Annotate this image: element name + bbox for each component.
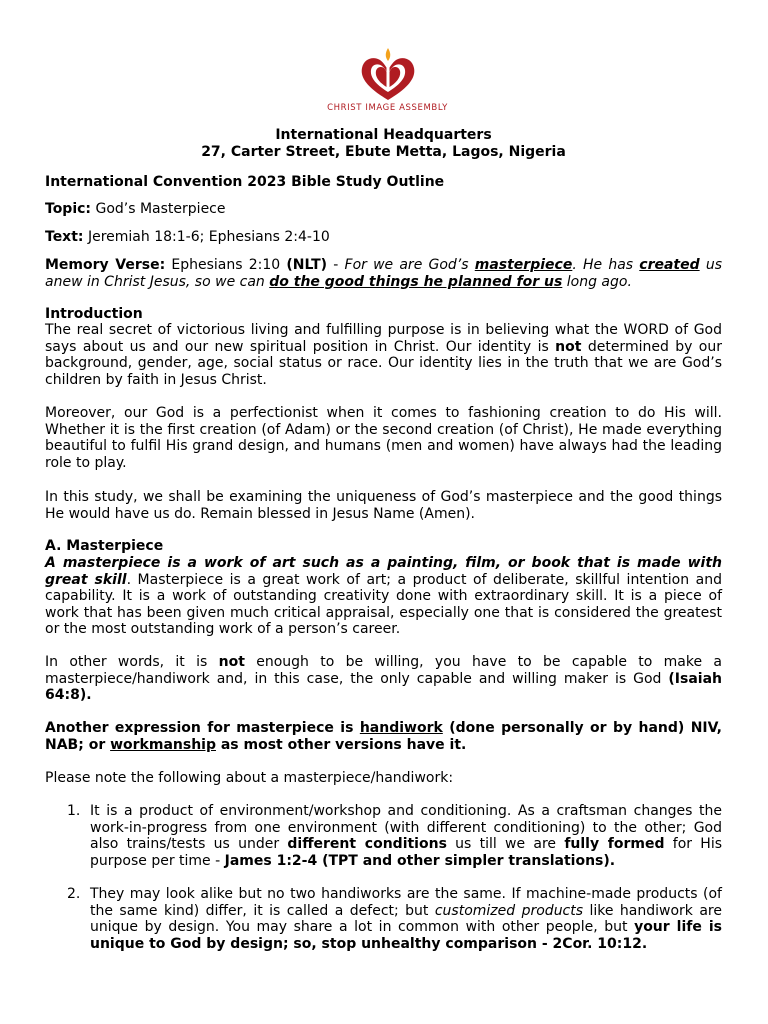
memory-quote-4: long ago. xyxy=(562,273,632,290)
intro-heading: Introduction xyxy=(45,306,143,322)
list-item-emphasis: your life is unique to God by design; so, stop unhealthy comparison - 2Cor. 10:12. xyxy=(90,919,723,952)
section-a-paragraph-1 xyxy=(45,555,722,638)
list-item-text: for His purpose per time - xyxy=(90,836,723,869)
list-item-text: like handiwork are unique by design. You may share a lot in common with other people, but xyxy=(90,902,722,936)
page-header xyxy=(45,127,722,161)
intro-p1-emphasis: not xyxy=(555,338,582,355)
handiwork-term: handiwork xyxy=(359,720,443,736)
topic-line xyxy=(45,201,722,218)
memory-word-1: masterpiece xyxy=(474,257,573,273)
list-item xyxy=(67,803,723,869)
memory-word-2: created xyxy=(639,257,700,273)
topic-value: God’s Masterpiece xyxy=(95,201,226,217)
list-number: 1. xyxy=(67,803,81,819)
section-a-note: Please note the following about a masterpiece/handiwork: xyxy=(45,770,454,786)
memory-quote-1: For we are God’s xyxy=(344,257,475,273)
topic-label: Topic: xyxy=(45,201,92,217)
section-a-p3-text-2: (done personally or by hand) NIV, NAB; or xyxy=(45,720,722,753)
heart-flame-icon xyxy=(358,48,418,102)
text-value: Jeremiah 18:1-6; Ephesians 2:4-10 xyxy=(87,229,330,245)
text-line xyxy=(45,229,722,246)
list-item-emphasis: different conditions xyxy=(287,836,447,853)
section-a-p3-text: Another expression for masterpiece is xyxy=(45,720,360,736)
header-line-1: International Headquarters xyxy=(275,127,492,143)
section-a-p2-emphasis: not xyxy=(218,654,245,670)
intro-paragraph-1 xyxy=(45,322,722,388)
text-label: Text: xyxy=(45,229,84,245)
memory-word-3: do the good things he planned for us xyxy=(269,273,563,290)
section-a-p2-reference: (Isaiah 64:8). xyxy=(45,670,722,704)
list-item-emphasis: fully formed xyxy=(564,836,665,853)
masterpiece-definition: A masterpiece is a work of art such as a painting, film, or book that is made with great skill xyxy=(45,555,722,588)
section-a-p2-text-2: enough to be willing, you have to be capable to make a masterpiece/handiwork and, in this case, the only capable and willing maker is God xyxy=(45,654,722,687)
intro-paragraph-3: In this study, we shall be examining the uniqueness of God’s masterpiece and the good things He would have us do. Remain blessed in Jesus Name (Amen). xyxy=(45,489,722,522)
section-a-p1-text: . Masterpiece is a great work of art; a product of deliberate, skillful intention and capability. It is a work of outstanding creativity done with extraordinary skill. It is a piece of work that has been given much critical appraisal, especially one that is considered the greatest or the most outstanding work of a person’s career. xyxy=(45,571,722,638)
document-title: International Convention 2023 Bible Study Outline xyxy=(45,174,445,190)
intro-paragraph-2: Moreover, our God is a perfectionist when it comes to fashioning creation to do His will. Whether it is the first creation (of Adam) or the second creation (of Christ), He made everything beautiful to fulfil His grand design, and humans (men and women) have always had the leading role to play. xyxy=(45,405,722,471)
memory-version: (NLT) xyxy=(286,257,328,273)
list-item-text: They may look alike but no two handiworks are the same. If machine-made products (of the same kind) differ, it is called a defect; but xyxy=(90,886,722,919)
list-number: 2. xyxy=(67,886,81,902)
list-item-text: us till we are xyxy=(446,836,565,853)
section-a-paragraph-3 xyxy=(45,720,722,753)
memory-dash: - xyxy=(327,257,345,273)
memory-quote-3: us anew in Christ Jesus, so we can xyxy=(45,257,722,290)
workmanship-term: workmanship xyxy=(110,736,216,753)
memory-verse xyxy=(45,257,722,290)
list-item-text: It is a product of environment/workshop and conditioning. As a craftsman changes the work-in-progress from one environment (with different conditioning) to the other; God also trains/tests us under xyxy=(90,803,722,853)
memory-ref: Ephesians 2:10 xyxy=(171,257,281,273)
section-a-p2-text: In other words, it is xyxy=(45,654,219,670)
list-item-italic: customized products xyxy=(434,902,584,919)
memory-quote-2: . He has xyxy=(572,257,640,273)
section-a-paragraph-2 xyxy=(45,654,722,704)
section-a-p3-text-3: as most other versions have it. xyxy=(215,736,467,753)
header-line-2: 27, Carter Street, Ebute Metta, Lagos, Nigeria xyxy=(201,144,566,160)
intro-p1-text-2: determined by our background, gender, age, social status or race. Our identity lies in the truth that we are God’s children by faith in Jesus Christ. xyxy=(45,338,722,388)
list-item xyxy=(67,886,723,952)
memory-label: Memory Verse: xyxy=(45,257,166,273)
section-a-heading: A. Masterpiece xyxy=(45,538,164,554)
intro-p1-text: The real secret of victorious living and fulfilling purpose is in believing what the WORD of God says about us and our new spiritual position in Christ. Our identity is xyxy=(45,322,722,355)
list-item-reference: James 1:2-4 (TPT and other simpler translations). xyxy=(224,852,616,869)
logo xyxy=(320,48,455,114)
logo-text: CHRIST IMAGE ASSEMBLY xyxy=(327,103,448,113)
